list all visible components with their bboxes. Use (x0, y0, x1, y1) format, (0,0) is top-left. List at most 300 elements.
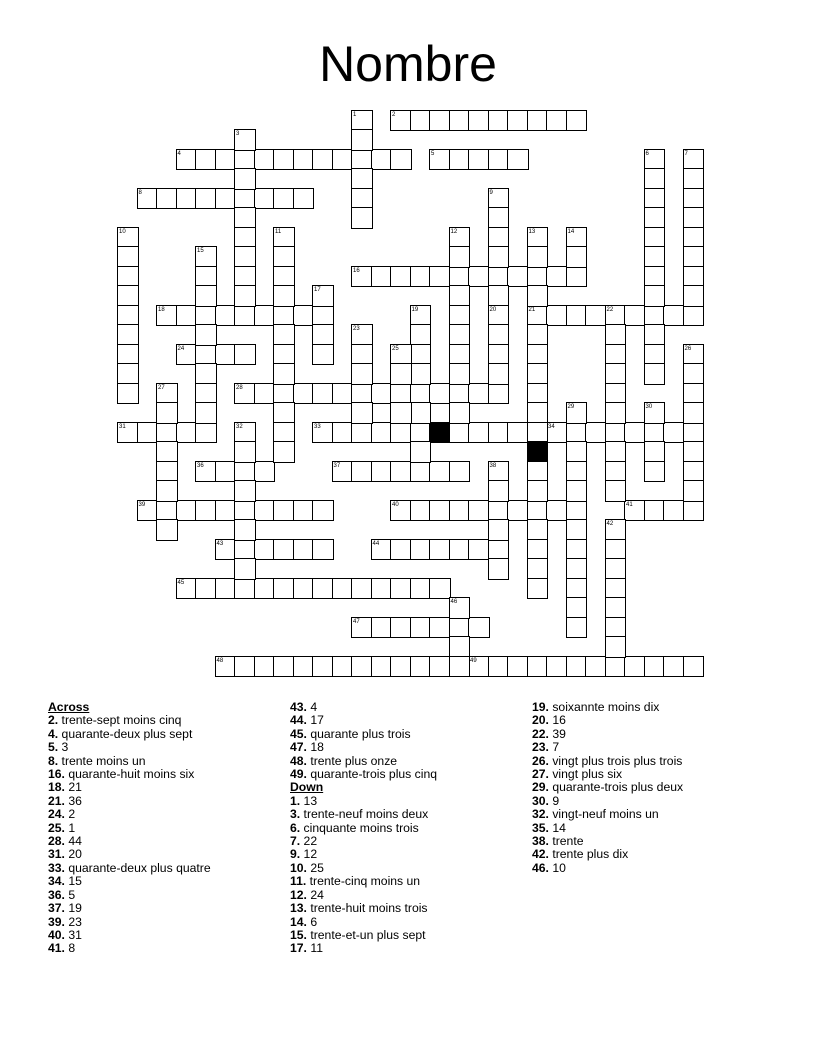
crossword-cell[interactable] (489, 228, 509, 248)
crossword-cell[interactable] (469, 384, 489, 404)
crossword-cell[interactable] (430, 111, 450, 131)
crossword-cell[interactable] (255, 462, 275, 482)
crossword-cell[interactable] (469, 657, 489, 677)
crossword-cell[interactable] (430, 501, 450, 521)
crossword-cell[interactable] (528, 520, 548, 540)
crossword-cell[interactable] (528, 267, 548, 287)
crossword-cell[interactable] (625, 423, 645, 443)
crossword-cell[interactable] (235, 150, 255, 170)
crossword-cell[interactable] (567, 403, 587, 423)
crossword-cell[interactable] (528, 111, 548, 131)
crossword-cell[interactable] (352, 130, 372, 150)
crossword-cell[interactable] (255, 306, 275, 326)
crossword-cell[interactable] (391, 111, 411, 131)
crossword-cell[interactable] (684, 286, 704, 306)
crossword-cell[interactable] (196, 189, 216, 209)
crossword-cell[interactable] (118, 247, 138, 267)
crossword-cell[interactable] (235, 345, 255, 365)
crossword-cell[interactable] (645, 267, 665, 287)
crossword-cell[interactable] (235, 247, 255, 267)
crossword-cell[interactable] (411, 345, 431, 365)
crossword-cell[interactable] (177, 189, 197, 209)
crossword-cell[interactable] (157, 481, 177, 501)
crossword-cell[interactable] (508, 267, 528, 287)
crossword-cell[interactable] (235, 501, 255, 521)
crossword-cell[interactable] (177, 501, 197, 521)
crossword-cell[interactable] (235, 267, 255, 287)
crossword-cell[interactable] (391, 403, 411, 423)
crossword-cell[interactable] (352, 403, 372, 423)
crossword-cell[interactable] (294, 306, 314, 326)
crossword-cell[interactable] (645, 286, 665, 306)
crossword-cell[interactable] (235, 481, 255, 501)
crossword-cell[interactable] (411, 403, 431, 423)
crossword-cell[interactable] (450, 345, 470, 365)
crossword-cell[interactable] (235, 540, 255, 560)
crossword-cell[interactable] (567, 442, 587, 462)
crossword-cell[interactable] (274, 286, 294, 306)
crossword-cell[interactable] (157, 462, 177, 482)
crossword-cell[interactable] (645, 364, 665, 384)
crossword-cell[interactable] (528, 481, 548, 501)
crossword-cell[interactable] (411, 442, 431, 462)
crossword-cell[interactable] (333, 462, 353, 482)
crossword-cell[interactable] (196, 462, 216, 482)
crossword-cell[interactable] (450, 150, 470, 170)
crossword-cell[interactable] (450, 267, 470, 287)
crossword-cell[interactable] (352, 423, 372, 443)
crossword-cell[interactable] (547, 423, 567, 443)
crossword-cell[interactable] (216, 150, 236, 170)
crossword-cell[interactable] (372, 267, 392, 287)
crossword-cell[interactable] (684, 228, 704, 248)
crossword-cell[interactable] (450, 111, 470, 131)
crossword-cell[interactable] (411, 364, 431, 384)
crossword-cell[interactable] (274, 384, 294, 404)
crossword-cell[interactable] (489, 540, 509, 560)
crossword-cell[interactable] (313, 306, 333, 326)
crossword-cell[interactable] (469, 540, 489, 560)
crossword-cell[interactable] (664, 501, 684, 521)
crossword-cell[interactable] (255, 189, 275, 209)
crossword-cell[interactable] (645, 306, 665, 326)
crossword-cell[interactable] (313, 540, 333, 560)
crossword-cell[interactable] (118, 423, 138, 443)
crossword-cell[interactable] (528, 423, 548, 443)
crossword-cell[interactable] (333, 150, 353, 170)
crossword-cell[interactable] (469, 423, 489, 443)
crossword-cell[interactable] (196, 286, 216, 306)
crossword-cell[interactable] (294, 540, 314, 560)
crossword-cell[interactable] (157, 306, 177, 326)
crossword-cell[interactable] (528, 579, 548, 599)
crossword-cell[interactable] (489, 501, 509, 521)
crossword-cell[interactable] (684, 150, 704, 170)
crossword-cell[interactable] (118, 228, 138, 248)
crossword-cell[interactable] (157, 384, 177, 404)
crossword-cell[interactable] (528, 540, 548, 560)
crossword-cell[interactable] (489, 520, 509, 540)
crossword-cell[interactable] (294, 501, 314, 521)
crossword-cell[interactable] (411, 540, 431, 560)
crossword-cell[interactable] (450, 306, 470, 326)
crossword-cell[interactable] (411, 501, 431, 521)
crossword-cell[interactable] (391, 501, 411, 521)
crossword-cell[interactable] (528, 228, 548, 248)
crossword-cell[interactable] (606, 462, 626, 482)
crossword-cell[interactable] (235, 208, 255, 228)
crossword-cell[interactable] (547, 267, 567, 287)
crossword-cell[interactable] (645, 247, 665, 267)
crossword-cell[interactable] (274, 501, 294, 521)
crossword-cell[interactable] (547, 111, 567, 131)
crossword-cell[interactable] (684, 481, 704, 501)
crossword-cell[interactable] (118, 267, 138, 287)
crossword-cell[interactable] (352, 462, 372, 482)
crossword-cell[interactable] (528, 247, 548, 267)
crossword-cell[interactable] (606, 384, 626, 404)
crossword-cell[interactable] (567, 618, 587, 638)
crossword-cell[interactable] (313, 325, 333, 345)
crossword-cell[interactable] (469, 618, 489, 638)
crossword-cell[interactable] (235, 228, 255, 248)
crossword-cell[interactable] (157, 189, 177, 209)
crossword-cell[interactable] (684, 423, 704, 443)
crossword-cell[interactable] (508, 111, 528, 131)
crossword-cell[interactable] (528, 501, 548, 521)
crossword-cell[interactable] (157, 442, 177, 462)
crossword-cell[interactable] (391, 462, 411, 482)
crossword-cell[interactable] (528, 325, 548, 345)
crossword-cell[interactable] (274, 657, 294, 677)
crossword-cell[interactable] (645, 403, 665, 423)
crossword-cell[interactable] (196, 325, 216, 345)
crossword-cell[interactable] (684, 462, 704, 482)
crossword-cell[interactable] (567, 228, 587, 248)
crossword-cell[interactable] (333, 384, 353, 404)
crossword-cell[interactable] (118, 286, 138, 306)
crossword-cell[interactable] (450, 364, 470, 384)
crossword-cell[interactable] (177, 579, 197, 599)
crossword-cell[interactable] (391, 657, 411, 677)
crossword-cell[interactable] (469, 111, 489, 131)
crossword-cell[interactable] (372, 462, 392, 482)
crossword-cell[interactable] (274, 579, 294, 599)
crossword-cell[interactable] (450, 657, 470, 677)
crossword-cell[interactable] (274, 189, 294, 209)
crossword-cell[interactable] (450, 403, 470, 423)
crossword-cell[interactable] (274, 364, 294, 384)
crossword-cell[interactable] (684, 501, 704, 521)
crossword-cell[interactable] (567, 579, 587, 599)
crossword-cell[interactable] (606, 345, 626, 365)
crossword-cell[interactable] (528, 403, 548, 423)
crossword-cell[interactable] (118, 364, 138, 384)
crossword-cell[interactable] (352, 208, 372, 228)
crossword-cell[interactable] (411, 657, 431, 677)
crossword-cell[interactable] (430, 618, 450, 638)
crossword-cell[interactable] (235, 559, 255, 579)
crossword-cell[interactable] (255, 150, 275, 170)
crossword-cell[interactable] (157, 501, 177, 521)
crossword-cell[interactable] (606, 540, 626, 560)
crossword-cell[interactable] (586, 423, 606, 443)
crossword-cell[interactable] (567, 540, 587, 560)
crossword-cell[interactable] (567, 657, 587, 677)
crossword-cell[interactable] (664, 306, 684, 326)
crossword-cell[interactable] (606, 637, 626, 657)
crossword-cell[interactable] (528, 657, 548, 677)
crossword-cell[interactable] (645, 657, 665, 677)
crossword-cell[interactable] (645, 325, 665, 345)
crossword-cell[interactable] (645, 228, 665, 248)
crossword-cell[interactable] (352, 169, 372, 189)
crossword-cell[interactable] (235, 579, 255, 599)
crossword-cell[interactable] (235, 286, 255, 306)
crossword-cell[interactable] (235, 657, 255, 677)
crossword-cell[interactable] (235, 423, 255, 443)
crossword-cell[interactable] (411, 618, 431, 638)
crossword-cell[interactable] (352, 267, 372, 287)
crossword-cell[interactable] (391, 364, 411, 384)
crossword-cell[interactable] (411, 267, 431, 287)
crossword-cell[interactable] (567, 423, 587, 443)
crossword-cell[interactable] (352, 364, 372, 384)
crossword-cell[interactable] (489, 423, 509, 443)
crossword-cell[interactable] (625, 306, 645, 326)
crossword-cell[interactable] (313, 384, 333, 404)
crossword-cell[interactable] (606, 325, 626, 345)
crossword-cell[interactable] (528, 462, 548, 482)
crossword-cell[interactable] (645, 189, 665, 209)
crossword-cell[interactable] (196, 306, 216, 326)
crossword-cell[interactable] (235, 442, 255, 462)
crossword-cell[interactable] (606, 559, 626, 579)
crossword-cell[interactable] (235, 306, 255, 326)
crossword-cell[interactable] (430, 462, 450, 482)
crossword-cell[interactable] (489, 462, 509, 482)
crossword-cell[interactable] (352, 111, 372, 131)
crossword-cell[interactable] (352, 325, 372, 345)
crossword-cell[interactable] (255, 384, 275, 404)
crossword-cell[interactable] (274, 423, 294, 443)
crossword-cell[interactable] (567, 481, 587, 501)
crossword-cell[interactable] (352, 345, 372, 365)
crossword-cell[interactable] (216, 501, 236, 521)
crossword-cell[interactable] (606, 481, 626, 501)
crossword-cell[interactable] (333, 579, 353, 599)
crossword-cell[interactable] (235, 520, 255, 540)
crossword-cell[interactable] (450, 325, 470, 345)
crossword-cell[interactable] (294, 150, 314, 170)
crossword-cell[interactable] (567, 247, 587, 267)
crossword-cell[interactable] (274, 247, 294, 267)
crossword-cell[interactable] (469, 501, 489, 521)
crossword-cell[interactable] (274, 540, 294, 560)
crossword-cell[interactable] (645, 501, 665, 521)
crossword-cell[interactable] (430, 540, 450, 560)
crossword-cell[interactable] (216, 306, 236, 326)
crossword-cell[interactable] (489, 384, 509, 404)
crossword-cell[interactable] (567, 267, 587, 287)
crossword-cell[interactable] (372, 423, 392, 443)
crossword-cell[interactable] (138, 189, 158, 209)
crossword-cell[interactable] (567, 501, 587, 521)
crossword-cell[interactable] (274, 306, 294, 326)
crossword-cell[interactable] (489, 208, 509, 228)
crossword-cell[interactable] (352, 150, 372, 170)
crossword-cell[interactable] (450, 423, 470, 443)
crossword-cell[interactable] (606, 306, 626, 326)
crossword-cell[interactable] (664, 423, 684, 443)
crossword-cell[interactable] (450, 618, 470, 638)
crossword-cell[interactable] (196, 345, 216, 365)
crossword-cell[interactable] (450, 384, 470, 404)
crossword-cell[interactable] (333, 423, 353, 443)
crossword-cell[interactable] (684, 169, 704, 189)
crossword-cell[interactable] (606, 618, 626, 638)
crossword-cell[interactable] (352, 618, 372, 638)
crossword-cell[interactable] (489, 267, 509, 287)
crossword-cell[interactable] (606, 520, 626, 540)
crossword-cell[interactable] (313, 579, 333, 599)
crossword-cell[interactable] (118, 345, 138, 365)
crossword-cell[interactable] (508, 657, 528, 677)
crossword-cell[interactable] (274, 267, 294, 287)
crossword-cell[interactable] (313, 345, 333, 365)
crossword-cell[interactable] (411, 462, 431, 482)
crossword-cell[interactable] (586, 306, 606, 326)
crossword-cell[interactable] (235, 462, 255, 482)
crossword-cell[interactable] (391, 384, 411, 404)
crossword-cell[interactable] (645, 208, 665, 228)
crossword-cell[interactable] (196, 579, 216, 599)
crossword-cell[interactable] (489, 189, 509, 209)
crossword-cell[interactable] (391, 540, 411, 560)
crossword-cell[interactable] (430, 384, 450, 404)
crossword-cell[interactable] (391, 150, 411, 170)
crossword-cell[interactable] (684, 267, 704, 287)
crossword-cell[interactable] (528, 345, 548, 365)
crossword-cell[interactable] (216, 579, 236, 599)
crossword-cell[interactable] (411, 384, 431, 404)
crossword-cell[interactable] (567, 306, 587, 326)
crossword-cell[interactable] (508, 150, 528, 170)
crossword-cell[interactable] (684, 208, 704, 228)
crossword-cell[interactable] (138, 423, 158, 443)
crossword-cell[interactable] (294, 579, 314, 599)
crossword-cell[interactable] (684, 345, 704, 365)
crossword-cell[interactable] (274, 442, 294, 462)
crossword-cell[interactable] (567, 111, 587, 131)
crossword-cell[interactable] (118, 325, 138, 345)
crossword-cell[interactable] (411, 111, 431, 131)
crossword-cell[interactable] (508, 501, 528, 521)
crossword-cell[interactable] (196, 403, 216, 423)
crossword-cell[interactable] (645, 442, 665, 462)
crossword-cell[interactable] (489, 286, 509, 306)
crossword-cell[interactable] (352, 384, 372, 404)
crossword-cell[interactable] (177, 306, 197, 326)
crossword-cell[interactable] (450, 501, 470, 521)
crossword-cell[interactable] (274, 345, 294, 365)
crossword-cell[interactable] (196, 247, 216, 267)
crossword-cell[interactable] (157, 403, 177, 423)
crossword-cell[interactable] (372, 384, 392, 404)
crossword-cell[interactable] (684, 247, 704, 267)
crossword-cell[interactable] (235, 169, 255, 189)
crossword-cell[interactable] (508, 423, 528, 443)
crossword-cell[interactable] (177, 423, 197, 443)
crossword-cell[interactable] (313, 657, 333, 677)
crossword-cell[interactable] (372, 657, 392, 677)
crossword-cell[interactable] (274, 325, 294, 345)
crossword-cell[interactable] (489, 325, 509, 345)
crossword-cell[interactable] (586, 657, 606, 677)
crossword-cell[interactable] (567, 520, 587, 540)
crossword-cell[interactable] (411, 306, 431, 326)
crossword-cell[interactable] (664, 657, 684, 677)
crossword-cell[interactable] (196, 364, 216, 384)
crossword-cell[interactable] (118, 384, 138, 404)
crossword-cell[interactable] (352, 579, 372, 599)
crossword-cell[interactable] (216, 462, 236, 482)
crossword-cell[interactable] (528, 384, 548, 404)
crossword-cell[interactable] (177, 150, 197, 170)
crossword-cell[interactable] (255, 579, 275, 599)
crossword-cell[interactable] (450, 540, 470, 560)
crossword-cell[interactable] (274, 403, 294, 423)
crossword-cell[interactable] (430, 579, 450, 599)
crossword-cell[interactable] (567, 598, 587, 618)
crossword-cell[interactable] (469, 150, 489, 170)
crossword-cell[interactable] (528, 559, 548, 579)
crossword-cell[interactable] (372, 150, 392, 170)
crossword-cell[interactable] (216, 540, 236, 560)
crossword-cell[interactable] (255, 540, 275, 560)
crossword-cell[interactable] (450, 247, 470, 267)
crossword-cell[interactable] (216, 657, 236, 677)
crossword-cell[interactable] (274, 150, 294, 170)
crossword-cell[interactable] (333, 657, 353, 677)
crossword-cell[interactable] (157, 520, 177, 540)
crossword-cell[interactable] (450, 462, 470, 482)
crossword-cell[interactable] (606, 598, 626, 618)
crossword-cell[interactable] (528, 306, 548, 326)
crossword-cell[interactable] (235, 189, 255, 209)
crossword-cell[interactable] (645, 169, 665, 189)
crossword-cell[interactable] (235, 130, 255, 150)
crossword-cell[interactable] (567, 462, 587, 482)
crossword-cell[interactable] (567, 559, 587, 579)
crossword-cell[interactable] (489, 150, 509, 170)
crossword-cell[interactable] (196, 501, 216, 521)
crossword-cell[interactable] (411, 325, 431, 345)
crossword-cell[interactable] (606, 423, 626, 443)
crossword-cell[interactable] (684, 657, 704, 677)
crossword-cell[interactable] (469, 267, 489, 287)
crossword-cell[interactable] (313, 423, 333, 443)
crossword-cell[interactable] (196, 267, 216, 287)
crossword-cell[interactable] (625, 657, 645, 677)
crossword-cell[interactable] (684, 364, 704, 384)
crossword-cell[interactable] (645, 345, 665, 365)
crossword-cell[interactable] (489, 559, 509, 579)
crossword-cell[interactable] (352, 189, 372, 209)
crossword-cell[interactable] (684, 306, 704, 326)
crossword-cell[interactable] (216, 345, 236, 365)
crossword-cell[interactable] (196, 423, 216, 443)
